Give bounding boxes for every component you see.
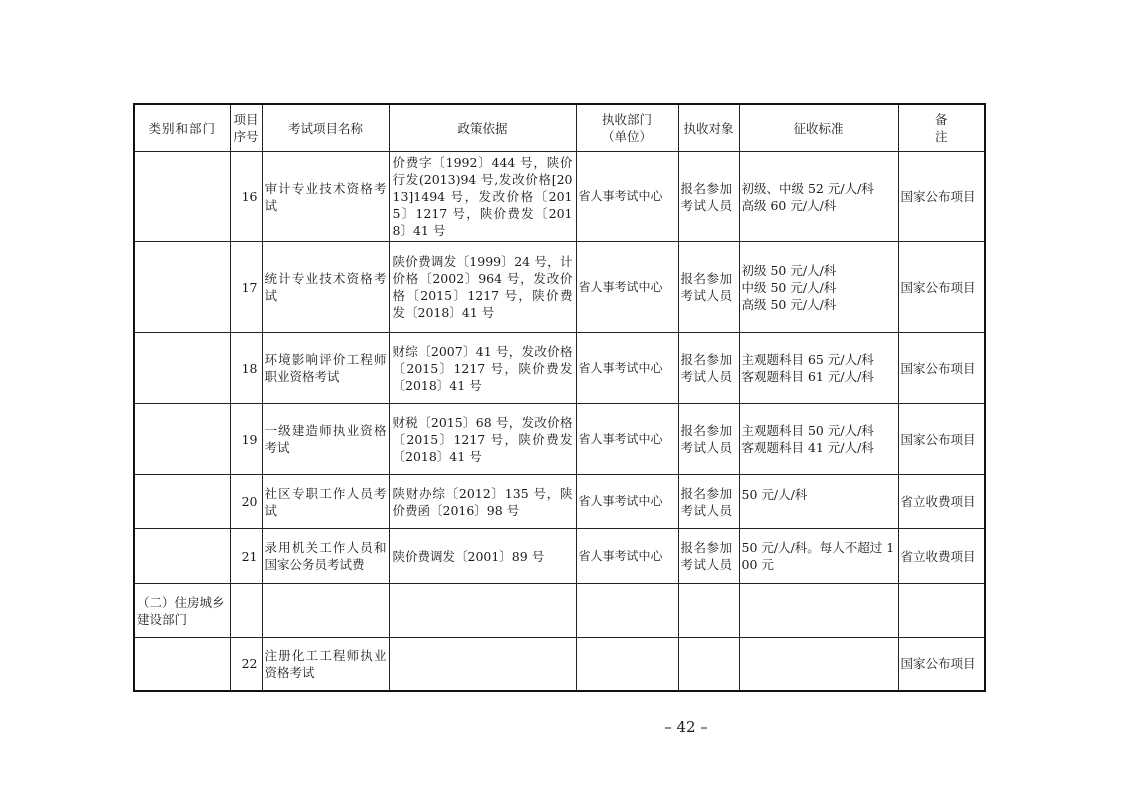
cell-dept: 省人事考试中心 [576, 242, 678, 333]
cell-basis [389, 638, 576, 691]
cell-basis [389, 584, 576, 638]
cell-seq [230, 584, 262, 638]
cell-basis: 财税〔2015〕68 号，发改价格〔2015〕1217 号，陕价费发〔2018〕41 号 [389, 404, 576, 475]
cell-note [898, 584, 985, 638]
cell-target: 报名参加考试人员 [678, 242, 739, 333]
cell-target: 报名参加考试人员 [678, 404, 739, 475]
cell-name: 一级建造师执业资格考试 [262, 404, 389, 475]
header-name: 考试项目名称 [262, 104, 389, 152]
cell-name: 统计专业技术资格考试 [262, 242, 389, 333]
cell-dept: 省人事考试中心 [576, 475, 678, 529]
cell-target [678, 584, 739, 638]
cell-note: 省立收费项目 [898, 475, 985, 529]
cell-category [134, 333, 230, 404]
table-body [134, 152, 985, 691]
table-row [134, 404, 985, 475]
header-basis: 政策依据 [389, 104, 576, 152]
cell-target: 报名参加考试人员 [678, 529, 739, 584]
page-number: – 42 – [664, 718, 708, 736]
header-target: 执收对象 [678, 104, 739, 152]
cell-basis: 陕价费调发〔1999〕24 号，计价格〔2002〕964 号，发改价格〔2015〕1217 号，陕价费发〔2018〕41 号 [389, 242, 576, 333]
cell-standard [739, 584, 898, 638]
cell-standard: 主观题科目 50 元/人/科 客观题科目 41 元/人/科 [739, 404, 898, 475]
cell-name: 环境影响评价工程师职业资格考试 [262, 333, 389, 404]
table-row [134, 529, 985, 584]
cell-standard [739, 638, 898, 691]
header-row [134, 104, 985, 152]
cell-seq: 22 [230, 638, 262, 691]
table-row [134, 475, 985, 529]
cell-note: 国家公布项目 [898, 333, 985, 404]
header-dept-line2: （单位） [601, 129, 652, 144]
cell-seq: 21 [230, 529, 262, 584]
cell-dept: 省人事考试中心 [576, 404, 678, 475]
cell-category [134, 529, 230, 584]
cell-name: 审计专业技术资格考试 [262, 152, 389, 242]
fee-table [133, 103, 986, 692]
header-seq: 项目序号 [230, 104, 262, 152]
cell-basis: 财综〔2007〕41 号，发改价格〔2015〕1217 号，陕价费发〔2018〕41 号 [389, 333, 576, 404]
cell-target: 报名参加考试人员 [678, 475, 739, 529]
header-note: 备 注 [898, 104, 985, 152]
cell-category [134, 404, 230, 475]
cell-note: 国家公布项目 [898, 242, 985, 333]
table-row [134, 242, 985, 333]
cell-seq: 16 [230, 152, 262, 242]
cell-category [134, 475, 230, 529]
table-row [134, 584, 985, 638]
cell-target: 报名参加考试人员 [678, 333, 739, 404]
cell-note: 国家公布项目 [898, 404, 985, 475]
cell-standard: 主观题科目 65 元/人/科 客观题科目 61 元/人/科 [739, 333, 898, 404]
cell-seq: 18 [230, 333, 262, 404]
cell-dept: 省人事考试中心 [576, 333, 678, 404]
cell-name [262, 584, 389, 638]
table-row [134, 333, 985, 404]
cell-standard: 初级 50 元/人/科 中级 50 元/人/科 高级 50 元/人/科 [739, 242, 898, 333]
cell-dept [576, 584, 678, 638]
cell-name: 录用机关工作人员和国家公务员考试费 [262, 529, 389, 584]
table-header [134, 104, 985, 152]
cell-basis: 陕财办综〔2012〕135 号，陕价费函〔2016〕98 号 [389, 475, 576, 529]
table-row [134, 152, 985, 242]
cell-basis: 价费字〔1992〕444 号，陕价行发(2013)94 号,发改价格[2013]1494 号，发改价格〔2015〕1217 号，陕价费发〔2018〕41 号 [389, 152, 576, 242]
header-dept-line1: 执收部门 [601, 112, 652, 127]
cell-standard: 50 元/人/科。每人不超过 100 元 [739, 529, 898, 584]
cell-note: 省立收费项目 [898, 529, 985, 584]
cell-seq: 19 [230, 404, 262, 475]
cell-category [134, 638, 230, 691]
cell-target: 报名参加考试人员 [678, 152, 739, 242]
header-category: 类别和部门 [134, 104, 230, 152]
cell-category: （二）住房城乡建设部门 [134, 584, 230, 638]
cell-note: 国家公布项目 [898, 152, 985, 242]
cell-dept: 省人事考试中心 [576, 152, 678, 242]
cell-standard: 初级、中级 52 元/人/科 高级 60 元/人/科 [739, 152, 898, 242]
cell-seq: 17 [230, 242, 262, 333]
cell-dept: 省人事考试中心 [576, 529, 678, 584]
cell-note: 国家公布项目 [898, 638, 985, 691]
cell-basis: 陕价费调发〔2001〕89 号 [389, 529, 576, 584]
cell-dept [576, 638, 678, 691]
cell-name: 社区专职工作人员考试 [262, 475, 389, 529]
cell-category [134, 242, 230, 333]
header-dept [576, 104, 678, 152]
cell-standard: 50 元/人/科 [739, 475, 898, 529]
cell-target [678, 638, 739, 691]
cell-seq: 20 [230, 475, 262, 529]
cell-category [134, 152, 230, 242]
table-row [134, 638, 985, 691]
header-standard: 征收标准 [739, 104, 898, 152]
cell-name: 注册化工工程师执业资格考试 [262, 638, 389, 691]
